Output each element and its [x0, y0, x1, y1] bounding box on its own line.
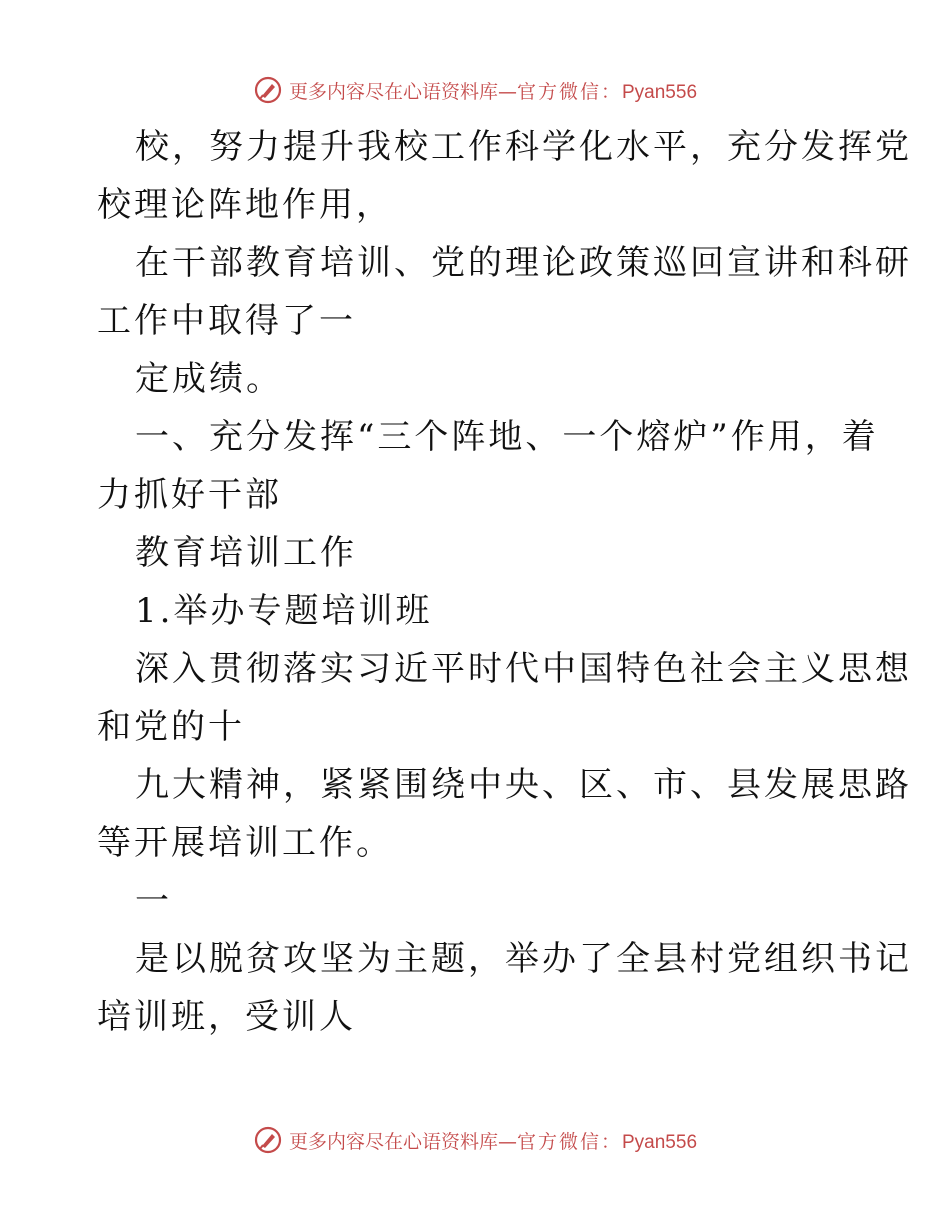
paragraph-line: 1.举办专题培训班 [135, 591, 433, 631]
section-heading-continued [97, 524, 857, 582]
paragraph [97, 930, 912, 1046]
paragraph-line-continued: 培训班，受训人 [97, 997, 356, 1037]
paragraph-line: 在干部教育培训、党的理论政策巡回宣讲和科研 [135, 243, 912, 283]
paragraph-line: 校，努力提升我校工作科学化水平，充分发挥党 [135, 127, 912, 167]
paragraph-line: 一、充分发挥“三个阵地、一个熔炉”作用，着 [135, 417, 879, 457]
quill-logo-icon [253, 75, 283, 105]
watermark-banner-top [0, 70, 950, 110]
paragraph-line: 深入贯彻落实习近平时代中国特色社会主义思想 [135, 649, 912, 689]
paragraph-line-continued: 工作中取得了一 [97, 301, 356, 341]
paragraph-line-continued: 和党的十 [97, 707, 245, 747]
paragraph-line-continued: 力抓好干部 [97, 475, 282, 515]
paragraph-line: 教育培训工作 [135, 533, 357, 573]
paragraph [97, 234, 912, 350]
paragraph [97, 118, 912, 234]
quill-logo-icon [253, 1125, 283, 1155]
paragraph-line-continued: 校理论阵地作用， [97, 185, 393, 225]
watermark-wechat-label: 官方微信： [516, 80, 622, 103]
watermark-prefix: 更多内容尽在心语资料库 [288, 1130, 498, 1153]
paragraph-line: 定成绩。 [135, 359, 283, 399]
watermark-text [289, 1127, 697, 1154]
watermark-dash: — [497, 80, 517, 103]
paragraph [97, 872, 857, 930]
paragraph-line-continued: 等开展培训工作。 [97, 823, 393, 863]
watermark-banner-bottom [0, 1120, 950, 1160]
paragraph-line: 九大精神，紧紧围绕中央、区、市、县发展思路 [135, 765, 912, 805]
paragraph-line: 是以脱贫攻坚为主题，举办了全县村党组织书记 [135, 939, 912, 979]
paragraph [97, 756, 912, 872]
watermark-handle: Pyan556 [622, 1131, 698, 1153]
paragraph [97, 350, 857, 408]
subsection-heading [97, 582, 857, 640]
document-body [97, 118, 912, 1046]
watermark-text [289, 77, 697, 104]
watermark-dash: — [497, 1130, 517, 1153]
watermark-wechat-label: 官方微信： [516, 1130, 622, 1153]
watermark-handle: Pyan556 [622, 81, 698, 103]
section-heading [97, 408, 879, 524]
paragraph-line: 一 [135, 881, 172, 921]
watermark-prefix: 更多内容尽在心语资料库 [288, 80, 498, 103]
paragraph [97, 640, 912, 756]
